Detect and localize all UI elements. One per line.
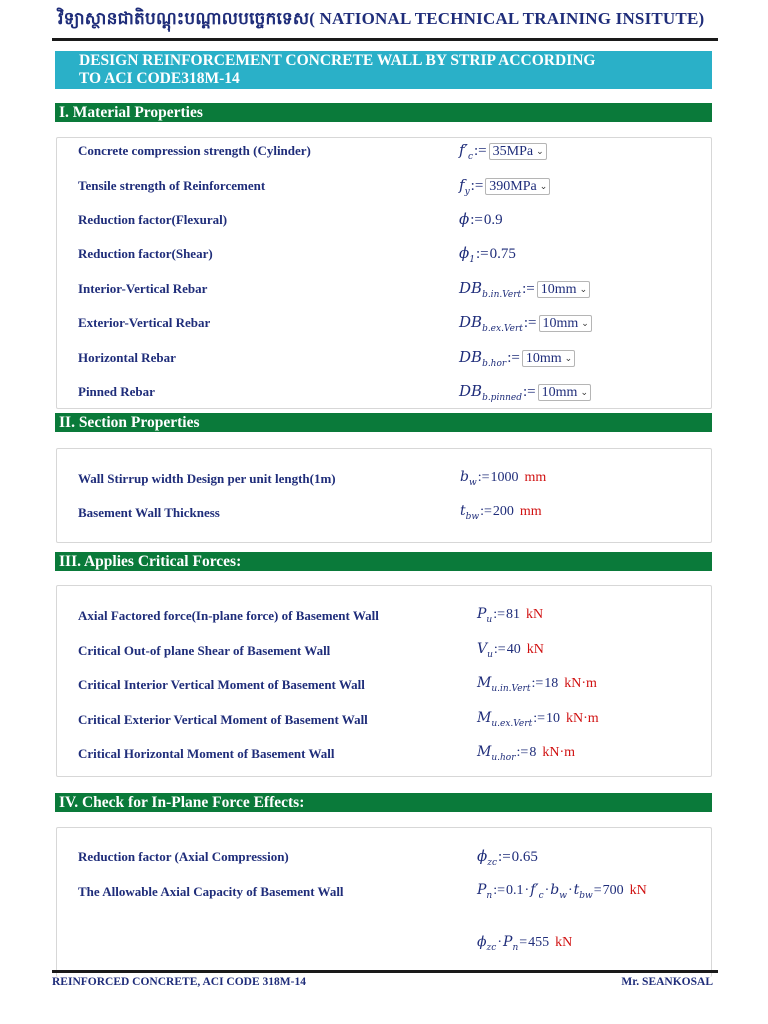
phipn-value: 455 xyxy=(528,935,550,950)
phi-value[interactable]: 0.9 xyxy=(483,212,503,228)
row-phi xyxy=(78,210,708,230)
section-in-plane-effects: IV. Check for In-Plane Force Effects: xyxy=(55,793,712,812)
row-db-ex-vert xyxy=(78,313,708,333)
phi1-value[interactable]: 0.75 xyxy=(489,246,516,262)
db-pinned-dropdown[interactable]: 10mm ⌄ xyxy=(538,384,591,401)
row-tbw xyxy=(78,503,708,523)
row-phizc xyxy=(78,847,708,867)
header-divider xyxy=(52,38,718,41)
chevron-down-icon: ⌄ xyxy=(579,284,588,294)
pn-coef: 0.1 xyxy=(506,883,524,898)
footer-divider xyxy=(52,970,718,973)
vu-unit: kN xyxy=(526,642,544,657)
db-in-vert-dropdown[interactable]: 10mm ⌄ xyxy=(537,281,590,298)
phizc-value[interactable]: 0.65 xyxy=(511,849,538,865)
tbw-label: Basement Wall Thickness xyxy=(78,505,220,520)
bw-label: Wall Stirrup width Design per unit length(1m) xyxy=(78,471,336,486)
row-pn xyxy=(78,882,708,902)
phipn-unit: kN xyxy=(555,935,573,950)
db-hor-formula: $DB_{b.hor}:= 10mm$ ⌄ xyxy=(459,348,575,369)
pu-value[interactable]: 81 xyxy=(506,607,521,622)
phipn-formula: $\phi_{zc}\cdot P_n=455$ kN xyxy=(477,934,573,953)
phi-formula: ϕ:=0.9 xyxy=(459,210,503,228)
db-pinned-label: Pinned Rebar xyxy=(78,384,155,399)
mu-hor-label: Critical Horizontal Moment of Basement Wall xyxy=(78,746,335,761)
row-db-in-vert xyxy=(78,279,708,299)
mu-hor-formula: $M_{u.hor}:=8$ kN·m xyxy=(477,744,575,763)
row-fc xyxy=(78,141,708,161)
mu-ex-unit: kN·m xyxy=(565,711,599,726)
tbw-value[interactable]: 200 xyxy=(492,504,514,519)
document-title xyxy=(55,51,712,89)
vu-value[interactable]: 40 xyxy=(506,642,521,657)
phizc-formula: $\phi_{zc}:=0.65$ xyxy=(477,847,538,868)
fy-label: Tensile strength of Reinforcement xyxy=(78,178,266,193)
row-db-pinned xyxy=(78,382,708,402)
row-phipn xyxy=(78,934,708,954)
db-in-vert-formula: $DB_{b.in.Vert}:= 10mm$ ⌄ xyxy=(459,279,590,300)
footer-author: Mr. SEANKOSAL xyxy=(621,976,713,988)
fc-formula: $f'_c:= 35MPa$ ⌄ xyxy=(459,141,547,162)
document-title-line2: TO ACI CODE318M-14 xyxy=(79,70,240,87)
pu-unit: kN xyxy=(526,607,544,622)
phi-label: Reduction factor(Flexural) xyxy=(78,212,228,227)
vu-label: Critical Out-of plane Shear of Basement Wall xyxy=(78,643,331,658)
row-mu-in xyxy=(78,675,708,695)
mu-in-unit: kN·m xyxy=(564,676,597,691)
bw-formula: $b_w:=1000$ mm xyxy=(460,469,547,488)
mu-in-value[interactable]: 18 xyxy=(544,676,559,691)
pu-formula: $P_u:=81$ kN xyxy=(477,606,544,625)
chevron-down-icon: ⌄ xyxy=(564,353,573,363)
mu-hor-value[interactable]: 8 xyxy=(529,745,537,760)
chevron-down-icon: ⌄ xyxy=(536,146,544,156)
pn-value: 700 xyxy=(602,883,624,898)
fc-label: Concrete compression strength (Cylinder) xyxy=(78,143,311,158)
pu-label: Axial Factored force(In-plane force) of Basement Wall xyxy=(78,608,379,623)
phizc-label: Reduction factor (Axial Compression) xyxy=(78,849,289,864)
vu-formula: $V_u:=40$ kN xyxy=(477,641,544,660)
row-mu-hor xyxy=(78,744,708,764)
pn-formula: $P_n:=0.1\cdot f'_c\cdot b_w\cdot t_{bw}=700$ kN xyxy=(477,882,647,901)
tbw-unit: mm xyxy=(519,504,542,519)
header-title: វិទ្យាស្ថានជាតិបណ្តុះបណ្តាលបច្ចេកទេស( NATIONAL TECHNICAL TRAINING INSITUTE) xyxy=(58,9,705,28)
db-ex-vert-formula: $DB_{b.ex.Vert}:= 10mm$ ⌄ xyxy=(459,313,592,334)
phi1-label: Reduction factor(Shear) xyxy=(78,246,213,261)
fy-dropdown[interactable]: 390MPa ⌄ xyxy=(485,178,550,195)
db-hor-label: Horizontal Rebar xyxy=(78,350,176,365)
row-pu xyxy=(78,606,708,626)
db-ex-vert-dropdown[interactable]: 10mm ⌄ xyxy=(539,315,592,332)
bw-unit: mm xyxy=(524,470,547,485)
phi1-formula: $\phi_1:=0.75$ xyxy=(459,244,516,265)
row-vu xyxy=(78,641,708,661)
chevron-down-icon: ⌄ xyxy=(539,181,548,191)
db-pinned-formula: $DB_{b.pinned}:= 10mm$ ⌄ xyxy=(459,382,591,403)
db-hor-dropdown[interactable]: 10mm ⌄ xyxy=(522,350,575,367)
section-critical-forces: III. Applies Critical Forces: xyxy=(55,552,712,571)
mu-in-formula: $M_{u.in.Vert}:=18$ kN·m xyxy=(477,675,597,694)
bw-value[interactable]: 1000 xyxy=(490,470,519,485)
chevron-down-icon: ⌄ xyxy=(581,318,589,328)
pn-unit: kN xyxy=(629,883,647,898)
db-ex-vert-label: Exterior-Vertical Rebar xyxy=(78,315,211,330)
fy-formula: $f_y:= 390MPa$ ⌄ xyxy=(459,176,550,197)
db-in-vert-label: Interior-Vertical Rebar xyxy=(78,281,208,296)
footer-left-text: REINFORCED CONCRETE, ACI CODE 318M-14 xyxy=(52,976,306,988)
row-bw xyxy=(78,469,708,489)
mu-ex-label: Critical Exterior Vertical Moment of Basement Wall xyxy=(78,712,368,727)
mu-in-label: Critical Interior Vertical Moment of Basement Wall xyxy=(78,677,365,692)
row-mu-ex xyxy=(78,710,708,730)
mu-hor-unit: kN·m xyxy=(542,745,575,760)
section-section-properties: II. Section Properties xyxy=(55,413,712,432)
pn-label: The Allowable Axial Capacity of Basement Wall xyxy=(78,884,344,899)
tbw-formula: $t_{bw}:=200$ mm xyxy=(460,503,542,522)
section-properties-panel xyxy=(56,448,712,543)
row-db-hor xyxy=(78,348,708,368)
mu-ex-value[interactable]: 10 xyxy=(545,711,560,726)
fc-dropdown[interactable]: 35MPa ⌄ xyxy=(489,143,547,160)
document-title-line1: DESIGN REINFORCEMENT CONCRETE WALL BY STRIP ACCORDING xyxy=(79,52,596,69)
chevron-down-icon: ⌄ xyxy=(580,387,588,397)
mu-ex-formula: $M_{u.ex.Vert}:=10$ kN·m xyxy=(477,710,599,729)
row-phi1 xyxy=(78,244,708,264)
row-fy xyxy=(78,176,708,196)
section-material-properties: I. Material Properties xyxy=(55,103,712,122)
